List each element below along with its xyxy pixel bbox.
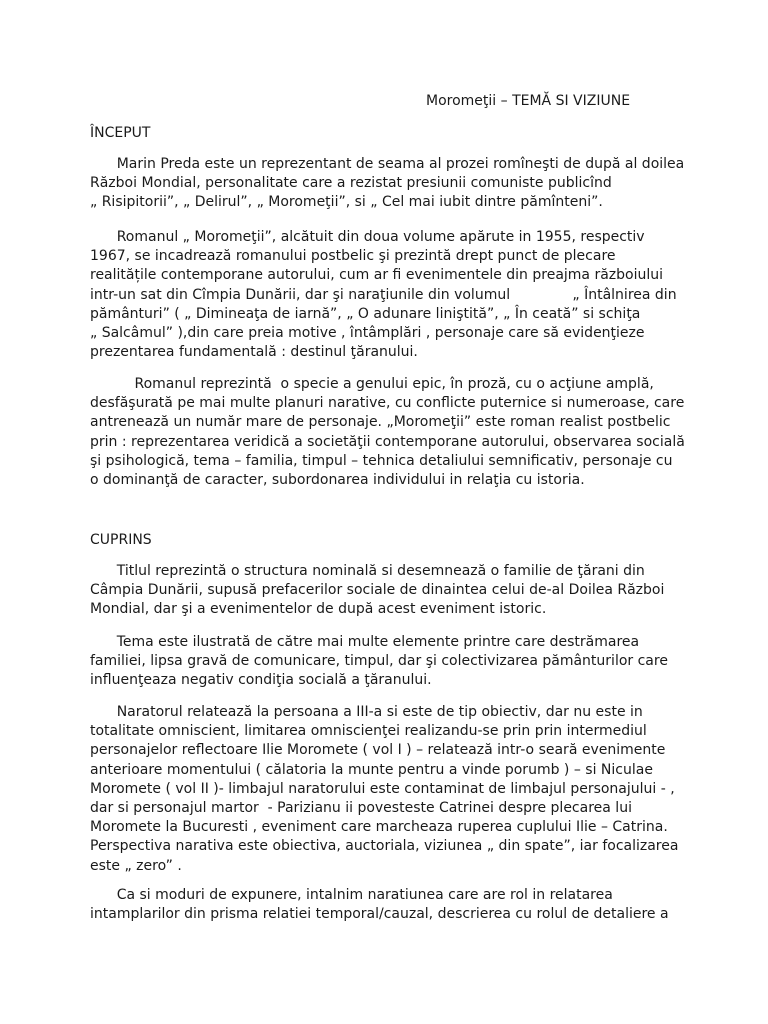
- paragraph-line: Ca si moduri de expunere, intalnim naratiunea care are rol in relatarea: [90, 887, 613, 903]
- section-heading: ÎNCEPUT: [90, 125, 151, 141]
- paragraph-line: prezentarea fundamentală : destinul ţăranului.: [90, 344, 418, 361]
- section-heading: CUPRINS: [90, 532, 152, 548]
- paragraph-line: desfăşurată pe mai multe planuri narative, cu conflicte puternice si numeroase, care: [90, 395, 685, 412]
- paragraph-line: totalitate omniscient, limitarea omniscienţei realizandu-se prin prin intermediul: [90, 723, 647, 740]
- paragraph-line: anterioare momentului ( călatoria la munte pentru a vinde porumb ) – si Niculae: [90, 761, 653, 778]
- paragraph-line: prin : reprezentarea veridică a societăţii contemporane autorului, observarea socială: [90, 433, 685, 450]
- paragraph-line: realitățile contemporane autorului, cum ar fi evenimentele din preajma războiului: [90, 267, 664, 284]
- paragraph-line: o dominanţă de caracter, subordonarea individului in relaţia cu istoria.: [90, 472, 585, 488]
- paragraph-line: personajelor reflectoare Ilie Moromete ( vol I ) – relatează intr-o seară evenimente: [90, 742, 666, 759]
- paragraph-line: Marin Preda este un reprezentant de seama al prozei romîneşti de după al doilea: [90, 156, 685, 172]
- paragraph-line: Moromete ( vol II )- limbajul naratorului este contaminat de limbajul personajului - ,: [90, 780, 675, 797]
- paragraph-line: intr-un sat din Cîmpia Dunării, dar şi naraţiunile din volumul „ Întâlnirea din: [90, 286, 677, 303]
- paragraph-line: Mondial, dar şi a evenimentelor de după acest eveniment istoric.: [90, 601, 547, 618]
- paragraph-line: „ Salcâmul” ),din care preia motive , întâmplări , personaje care să evidenţieze: [90, 325, 645, 341]
- paragraph-line: influenţeaza negativ condiţia socială a ţăranului.: [90, 672, 432, 689]
- paragraph-line: Moromete la Bucuresti , eveniment care marcheaza ruperea cuplului Ilie – Catrina.: [90, 819, 668, 836]
- paragraph-line: Romanul „ Moromeţii”, alcătuit din doua volume apărute in 1955, respectiv: [90, 229, 645, 245]
- document-title: Moromeţii – TEMĂ SI VIZIUNE: [426, 93, 631, 109]
- paragraph-line: dar si personajul martor - Parizianu ii povesteste Catrinei despre plecarea lui: [90, 800, 632, 816]
- paragraph-line: antrenează un număr mare de personaje. „Moromeţii” este roman realist postbelic: [90, 414, 671, 431]
- paragraph-line: şi psihologică, tema – familia, timpul – tehnica detaliului semnificativ, personaje cu: [90, 452, 673, 469]
- paragraph-line: Naratorul relatează la persoana a III-a si este de tip obiectiv, dar nu este in: [90, 704, 643, 720]
- paragraph-line: familiei, lipsa gravă de comunicare, timpul, dar şi colectivizarea pământurilor care: [90, 653, 668, 670]
- paragraph-line: Război Mondial, personalitate care a rezistat presiunii comuniste publicînd: [90, 175, 612, 192]
- paragraph-line: „ Risipitorii”, „ Delirul”, „ Moromeţii”, si „ Cel mai iubit dintre pămînteni”.: [90, 194, 603, 211]
- paragraph-line: intamplarilor din prisma relatiei temporal/cauzal, descrierea cu rolul de detaliere a: [90, 906, 669, 923]
- paragraph-line: Perspectiva narativa este obiectiva, auctoriala, viziunea „ din spate”, iar focalizarea: [90, 838, 679, 855]
- paragraph-line: Tema este ilustrată de către mai multe elemente printre care destrămarea: [90, 634, 640, 650]
- paragraph-line: 1967, se incadrează romanului postbelic şi prezintă drept punct de plecare: [90, 248, 616, 265]
- paragraph-line: pământuri” ( „ Dimineaţa de iarnă”, „ O adunare liniştită”, „ În ceată” si schiţa: [90, 305, 641, 322]
- paragraph-line: Titlul reprezintă o structura nominală si desemnează o familie de ţărani din: [90, 563, 645, 579]
- paragraph-line: Câmpia Dunării, supusă prefacerilor sociale de dinaintea celui de-al Doilea Război: [90, 582, 665, 599]
- paragraph-line: este „ zero” .: [90, 857, 182, 874]
- paragraph-line: Romanul reprezintă o specie a genului epic, în proză, cu o acţiune amplă,: [90, 376, 654, 392]
